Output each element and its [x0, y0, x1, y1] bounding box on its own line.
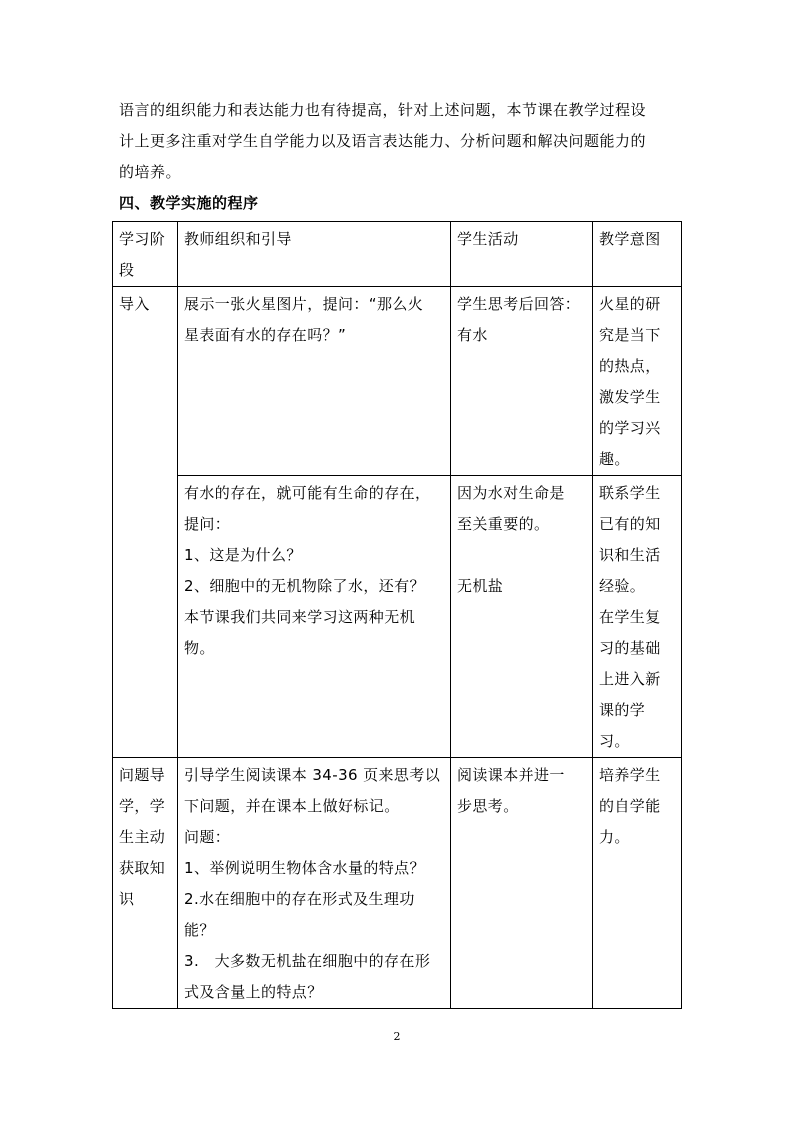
- intent-cell: 培养学生 的自学能 力。: [593, 758, 682, 1009]
- teacher-cell: 引导学生阅读课本 34-36 页来思考以 下问题，并在课本上做好标记。 问题： 1、举例说明生物体含水量的特点？ 2.水在细胞中的存在形式及生理功 能？ 3. 大多数无机盐在细胞中的存在形 式及含量上的特点？: [178, 758, 451, 1009]
- intro-line: 计上更多注重对学生自学能力以及语言表达能力、分析问题和解决问题能力的: [119, 132, 647, 150]
- page-number: 2: [393, 1030, 401, 1043]
- intro-line: 的培养。: [119, 163, 182, 181]
- teacher-cell: 展示一张火星图片，提问：“那么火 星表面有水的存在吗？”: [178, 287, 451, 476]
- intro-line: 语言的组织能力和表达能力也有待提高，针对上述问题，本节课在教学过程设: [119, 101, 647, 119]
- table-row-intro-2: [113, 476, 682, 758]
- header-student: 学生活动: [451, 222, 593, 287]
- header-stage: 学习阶 段: [113, 222, 178, 287]
- section-title: 四、教学实施的程序: [119, 194, 259, 212]
- intent-cell: 火星的研 究是当下 的热点， 激发学生 的学习兴 趣。: [593, 287, 682, 476]
- intent-cell: 联系学生 已有的知 识和生活 经验。 在学生复 习的基础 上进入新 课的学 习。: [593, 476, 682, 758]
- intro-paragraph: [119, 95, 679, 188]
- teacher-cell: 有水的存在，就可能有生命的存在， 提问： 1、这是为什么？ 2、细胞中的无机物除了水，还有？ 本节课我们共同来学习这两种无机 物。: [178, 476, 451, 758]
- header-teacher: 教师组织和引导: [178, 222, 451, 287]
- table-row-inquiry: [113, 758, 682, 1009]
- header-intent: 教学意图: [593, 222, 682, 287]
- stage-cell-intro: 导入: [113, 287, 178, 758]
- student-cell: 学生思考后回答： 有水: [451, 287, 593, 476]
- teaching-procedure-table: [112, 221, 682, 1009]
- stage-cell-inquiry: 问题导 学，学 生主动 获取知 识: [113, 758, 178, 1009]
- student-cell: 阅读课本并进一 步思考。: [451, 758, 593, 1009]
- table-row-intro-1: [113, 287, 682, 476]
- student-cell: 因为水对生命是 至关重要的。 无机盐: [451, 476, 593, 758]
- table-header-row: [113, 222, 682, 287]
